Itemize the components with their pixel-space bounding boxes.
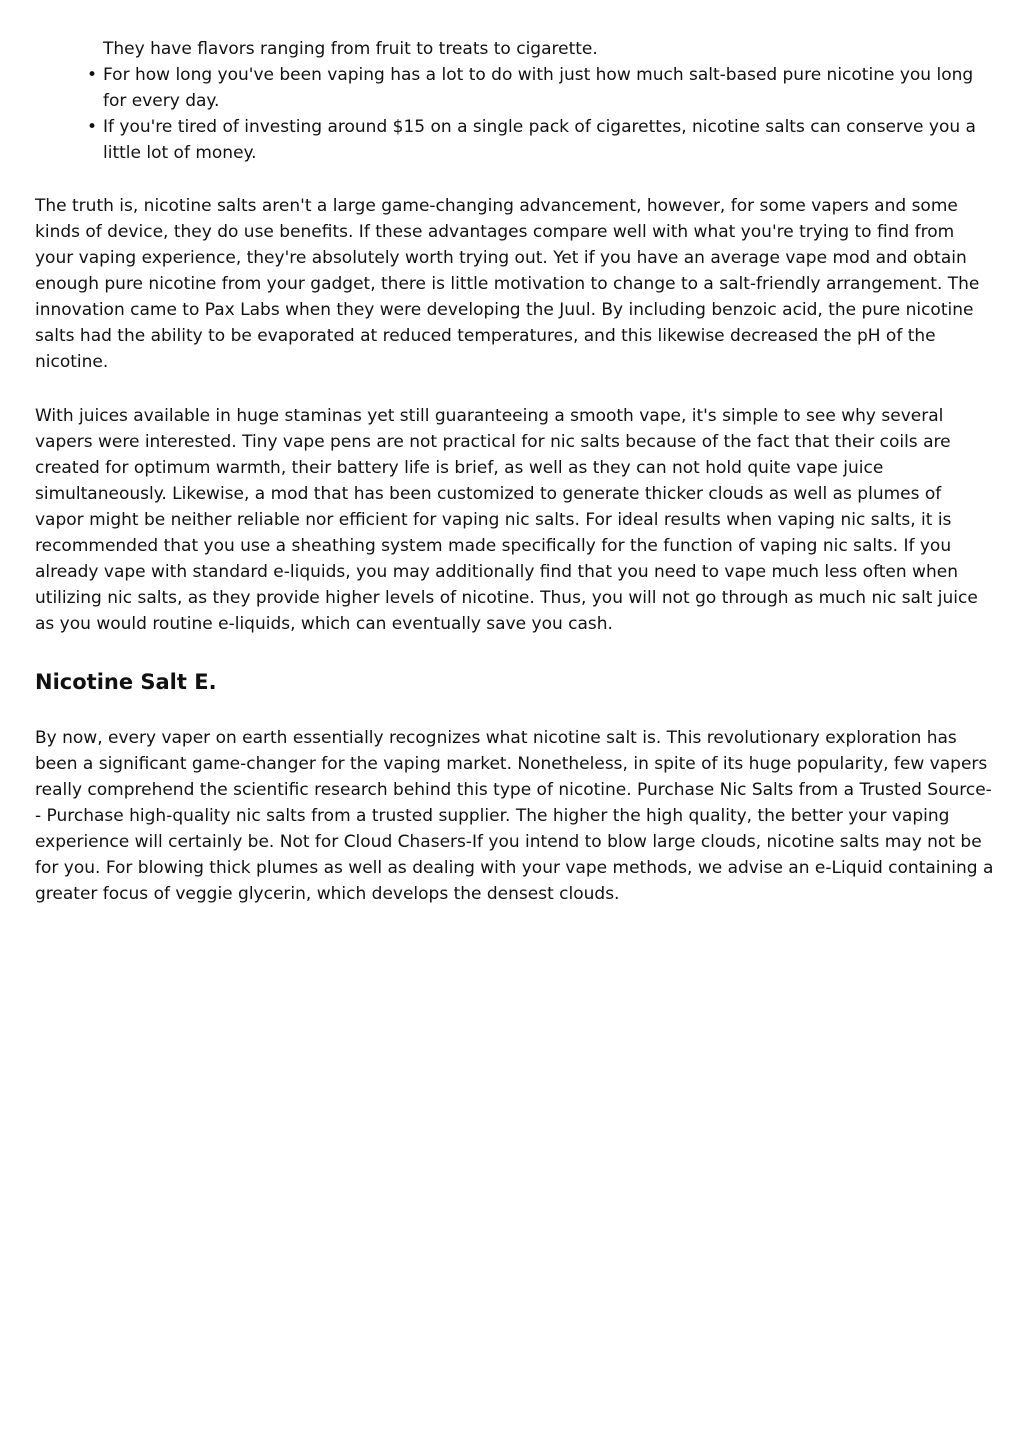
list-item bbox=[87, 114, 995, 166]
list-item bbox=[87, 62, 995, 114]
list-item-text: If you're tired of investing around $15 on a single pack of cigarettes, nicotine salts can conserve you a little lot of money. bbox=[103, 117, 976, 163]
bullet-icon: • bbox=[87, 117, 98, 137]
list-item-text: For how long you've been vaping has a lot to do with just how much salt-based pure nicotine you long for every day. bbox=[103, 65, 974, 111]
bullet-list bbox=[35, 62, 995, 166]
document-page bbox=[35, 36, 995, 907]
paragraph-truth: The truth is, nicotine salts aren't a large game-changing advancement, however, for some vapers and some kinds of device, they do use benefits. If these advantages compare well with what you're trying to find from your vaping experience, they're absolutely worth trying out. Yet if you have an average vape mod and obtain enough pure nicotine from your gadget, there is little motivation to change to a salt-friendly arrangement. The innovation came to Pax Labs when they were developing the Juul. By including benzoic acid, the pure nicotine salts had the ability to be evaporated at reduced temperatures, and this likewise decreased the pH of the nicotine. bbox=[35, 196, 980, 372]
section-heading: Nicotine Salt E. bbox=[35, 670, 217, 694]
paragraph-juices: With juices available in huge staminas yet still guaranteeing a smooth vape, it's simple to see why several vapers were interested. Tiny vape pens are not practical for nic salts because of the fact that their coils are created for optimum warmth, their battery life is brief, as well as they can not hold quite vape juice simultaneously. Likewise, a mod that has been customized to generate thicker clouds as well as plumes of vapor might be neither reliable nor efficient for vaping nic salts. For ideal results when vaping nic salts, it is recommended that you use a sheathing system made specifically for the function of vaping nic salts. If you already vape with standard e-liquids, you may additionally find that you need to vape much less often when utilizing nic salts, as they provide higher levels of nicotine. Thus, you will not go through as much nic salt juice as you would routine e-liquids, which can eventually save you cash. bbox=[35, 406, 978, 634]
list-continuation-text: They have flavors ranging from fruit to treats to cigarette. bbox=[103, 39, 598, 59]
bullet-icon: • bbox=[87, 65, 98, 85]
paragraph-by-now: By now, every vaper on earth essentially recognizes what nicotine salt is. This revolutionary exploration has been a significant game-changer for the vaping market. Nonetheless, in spite of its huge popularity, few vapers really comprehend the scientific research behind this type of nicotine. Purchase Nic Salts from a Trusted Source-- Purchase high-quality nic salts from a trusted supplier. The higher the high quality, the better your vaping experience will certainly be. Not for Cloud Chasers-If you intend to blow large clouds, nicotine salts may not be for you. For blowing thick plumes as well as dealing with your vape methods, we advise an e-Liquid containing a greater focus of veggie glycerin, which develops the densest clouds. bbox=[35, 728, 994, 904]
